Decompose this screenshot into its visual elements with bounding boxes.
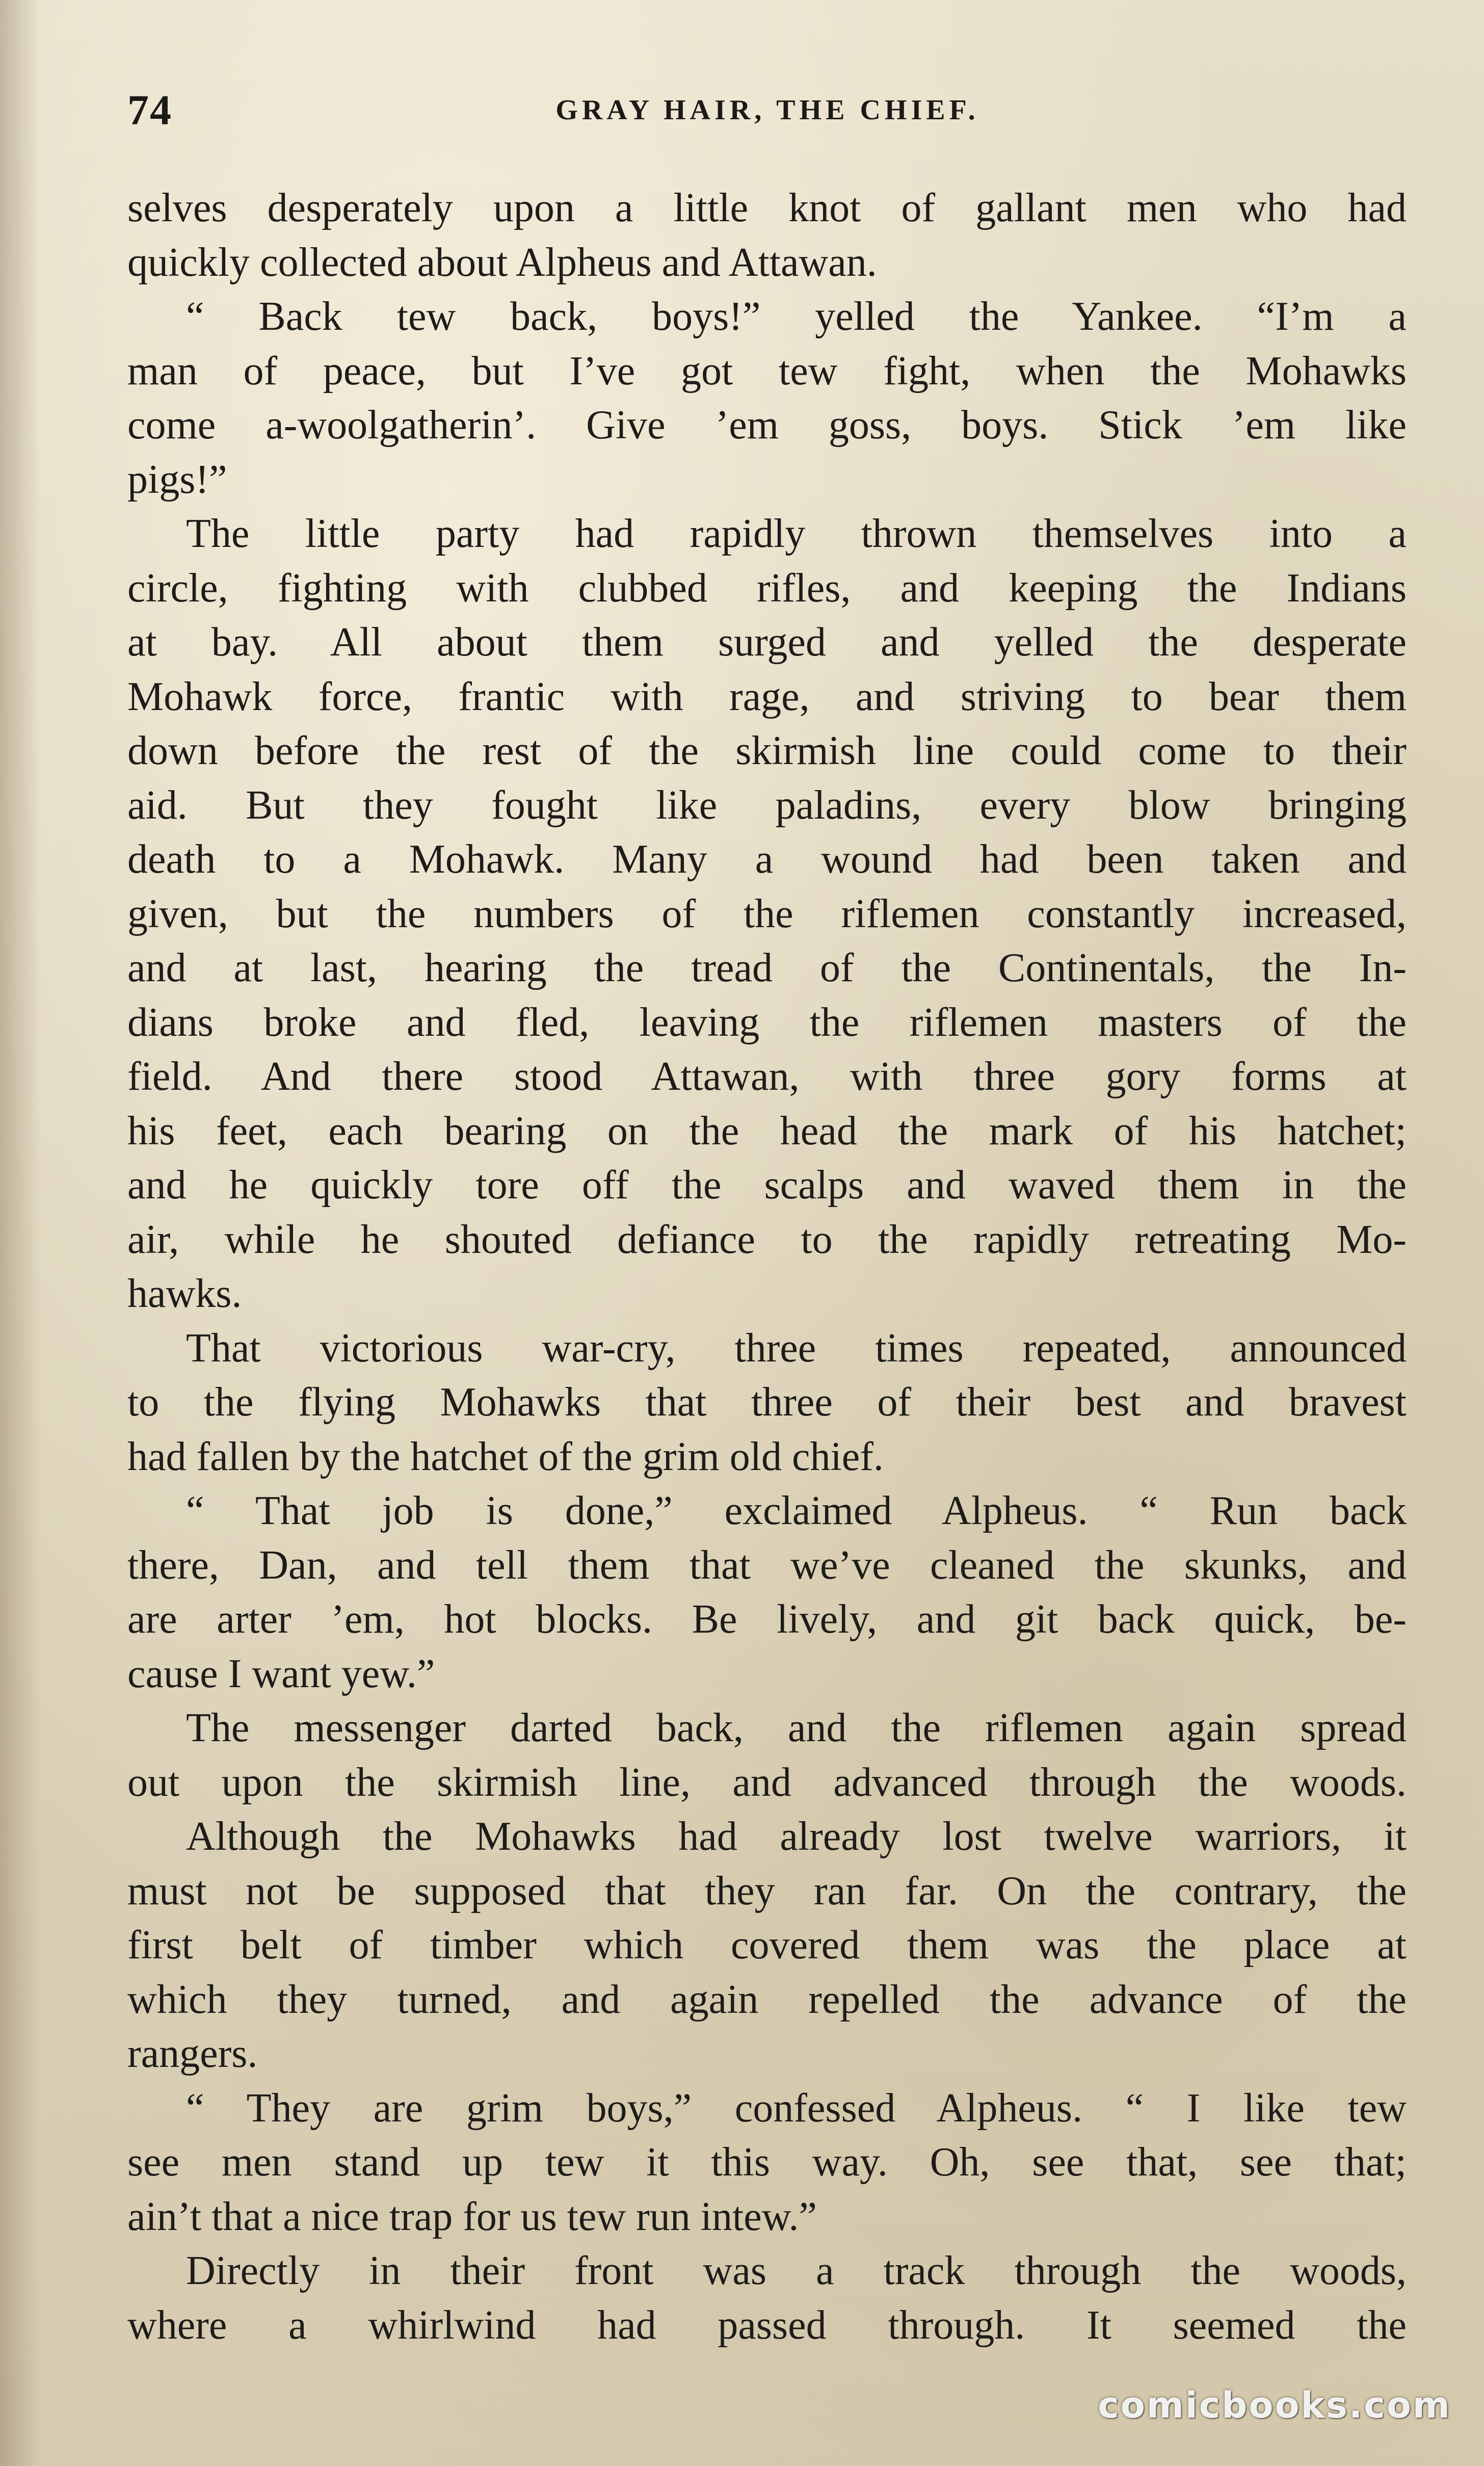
text-line: pigs!” <box>127 457 227 502</box>
text-line: air, while he shouted defiance to the rapidly retreating Mo- <box>127 1217 1407 1262</box>
text-line: “ That job is done,” exclaimed Alpheus. “ Run back <box>186 1488 1407 1533</box>
watermark: comicbooks.com <box>1098 2384 1451 2426</box>
text-line: and at last, hearing the tread of the Continentals, the In- <box>127 946 1407 990</box>
text-line: Directly in their front was a track through the woods, <box>186 2248 1407 2293</box>
text-line: dians broke and fled, leaving the riflemen masters of the <box>127 1000 1407 1045</box>
text-line: see men stand up tew it this way. Oh, see that, see that; <box>127 2140 1407 2185</box>
text-line: rangers. <box>127 2031 258 2076</box>
text-line: must not be supposed that they ran far. On the contrary, the <box>127 1868 1407 1913</box>
page-edge-shadow <box>0 0 41 2466</box>
text-line: The messenger darted back, and the riflemen again spread <box>186 1706 1407 1750</box>
text-line: ain’t that a nice trap for us tew run intew.” <box>127 2194 817 2239</box>
text-line: The little party had rapidly thrown themselves into a <box>186 511 1407 556</box>
page-header <box>127 86 1408 137</box>
text-line: given, but the numbers of the riflemen constantly increased, <box>127 891 1407 936</box>
text-line: there, Dan, and tell them that we’ve cleaned the skunks, and <box>127 1542 1407 1588</box>
running-head: GRAY HAIR, THE CHIEF. <box>555 94 979 126</box>
text-line: death to a Mohawk. Many a wound had been taken and <box>127 837 1407 882</box>
text-line: which they turned, and again repelled the advance of the <box>127 1977 1407 2022</box>
text-line: to the flying Mohawks that three of their best and bravest <box>127 1380 1407 1425</box>
body-text <box>127 181 1407 2352</box>
text-line: man of peace, but I’ve got tew fight, when the Mohawks <box>127 348 1407 393</box>
text-line: Mohawk force, frantic with rage, and striving to bear them <box>127 674 1407 719</box>
text-line: circle, fighting with clubbed rifles, and keeping the Indians <box>127 565 1407 611</box>
text-line: quickly collected about Alpheus and Attawan. <box>127 240 877 285</box>
text-line: aid. But they fought like paladins, every blow bringing <box>127 782 1407 828</box>
text-line: at bay. All about them surged and yelled the desperate <box>127 620 1407 665</box>
text-line: “ Back tew back, boys!” yelled the Yankee. “I’m a <box>186 294 1407 339</box>
text-line: are arter ’em, hot blocks. Be lively, and git back quick, be- <box>127 1597 1407 1642</box>
text-line: field. And there stood Attawan, with three gory forms at <box>127 1054 1407 1099</box>
text-line: out upon the skirmish line, and advanced through the woods. <box>127 1760 1407 1805</box>
text-line: had fallen by the hatchet of the grim old chief. <box>127 1434 884 1479</box>
text-line: where a whirlwind had passed through. It seemed the <box>127 2302 1407 2348</box>
text-line: selves desperately upon a little knot of gallant men who had <box>127 186 1407 230</box>
text-line: first belt of timber which covered them was the place at <box>127 1923 1407 1967</box>
text-line: down before the rest of the skirmish line could come to their <box>127 728 1407 773</box>
text-line: and he quickly tore off the scalps and waved them in the <box>127 1163 1407 1208</box>
text-line: That victorious war-cry, three times repeated, announced <box>186 1325 1407 1371</box>
text-line: cause I want yew.” <box>127 1651 435 1696</box>
text-line: Although the Mohawks had already lost twelve warriors, it <box>186 1814 1407 1859</box>
text-line: his feet, each bearing on the head the mark of his hatchet; <box>127 1108 1407 1153</box>
text-line: “ They are grim boys,” confessed Alpheus. “ I like tew <box>186 2085 1407 2131</box>
text-line: hawks. <box>127 1271 242 1316</box>
text-line: come a-woolgatherin’. Give ’em goss, boys. Stick ’em like <box>127 403 1407 448</box>
page-number: 74 <box>127 87 172 134</box>
